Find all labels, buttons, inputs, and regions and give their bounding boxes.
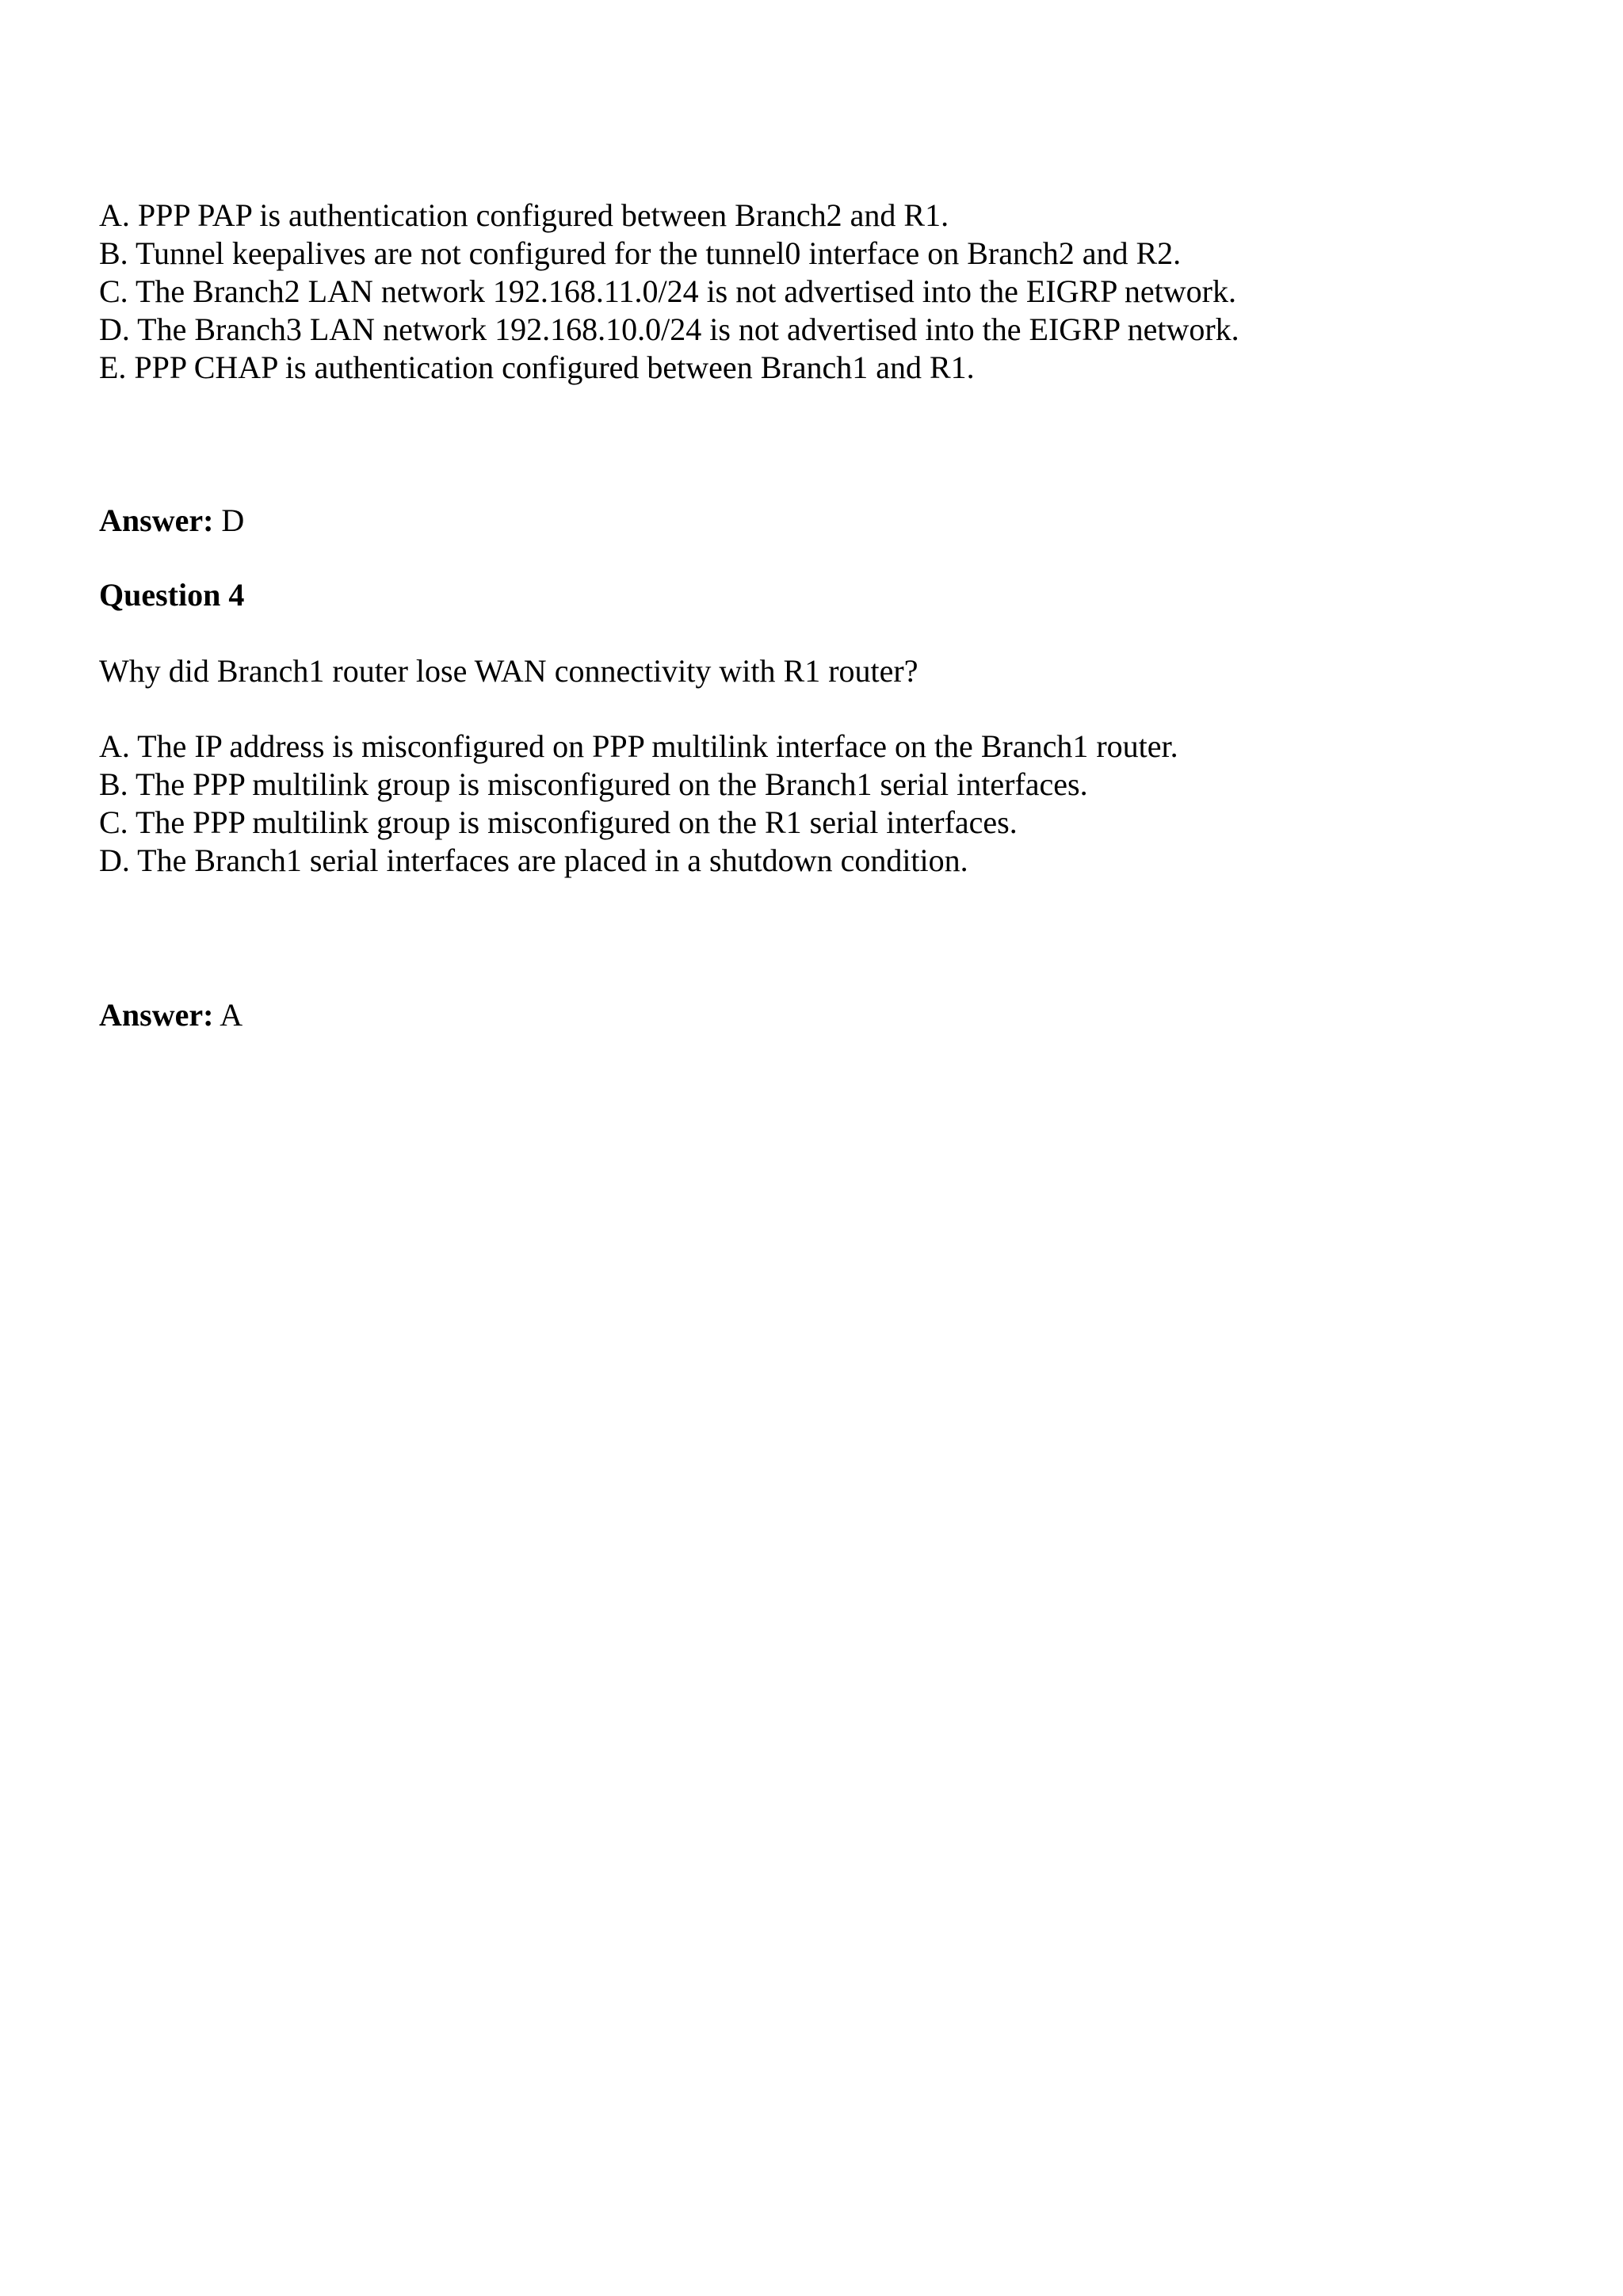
- option-a: A. The IP address is misconfigured on PPP multilink interface on the Branch1 router.: [99, 728, 1178, 764]
- option-e: E. PPP CHAP is authentication configured between Branch1 and R1.: [99, 350, 975, 385]
- answer-label: Answer:: [99, 502, 214, 538]
- question-4-heading: Question 4: [99, 577, 245, 613]
- option-c: C. The PPP multilink group is misconfigured on the R1 serial interfaces.: [99, 804, 1018, 840]
- option-d: D. The Branch3 LAN network 192.168.10.0/24 is not advertised into the EIGRP network.: [99, 311, 1239, 347]
- option-c: C. The Branch2 LAN network 192.168.11.0/24 is not advertised into the EIGRP network.: [99, 273, 1236, 309]
- option-d: D. The Branch1 serial interfaces are placed in a shutdown condition.: [99, 842, 968, 878]
- question-3-answer: [99, 502, 1526, 540]
- answer-label: Answer:: [99, 997, 214, 1033]
- option-b: B. The PPP multilink group is misconfigured on the Branch1 serial interfaces.: [99, 766, 1088, 802]
- question-4-answer: [99, 996, 1526, 1034]
- question-4-prompt: Why did Branch1 router lose WAN connectivity with R1 router?: [99, 653, 918, 689]
- option-b: B. Tunnel keepalives are not configured for the tunnel0 interface on Branch2 and R2.: [99, 235, 1182, 271]
- question-4-options: [99, 728, 1526, 880]
- question-3-options: [99, 197, 1526, 387]
- option-a: A. PPP PAP is authentication configured between Branch2 and R1.: [99, 197, 949, 233]
- answer-value: D: [213, 502, 245, 538]
- answer-value: A: [213, 997, 243, 1033]
